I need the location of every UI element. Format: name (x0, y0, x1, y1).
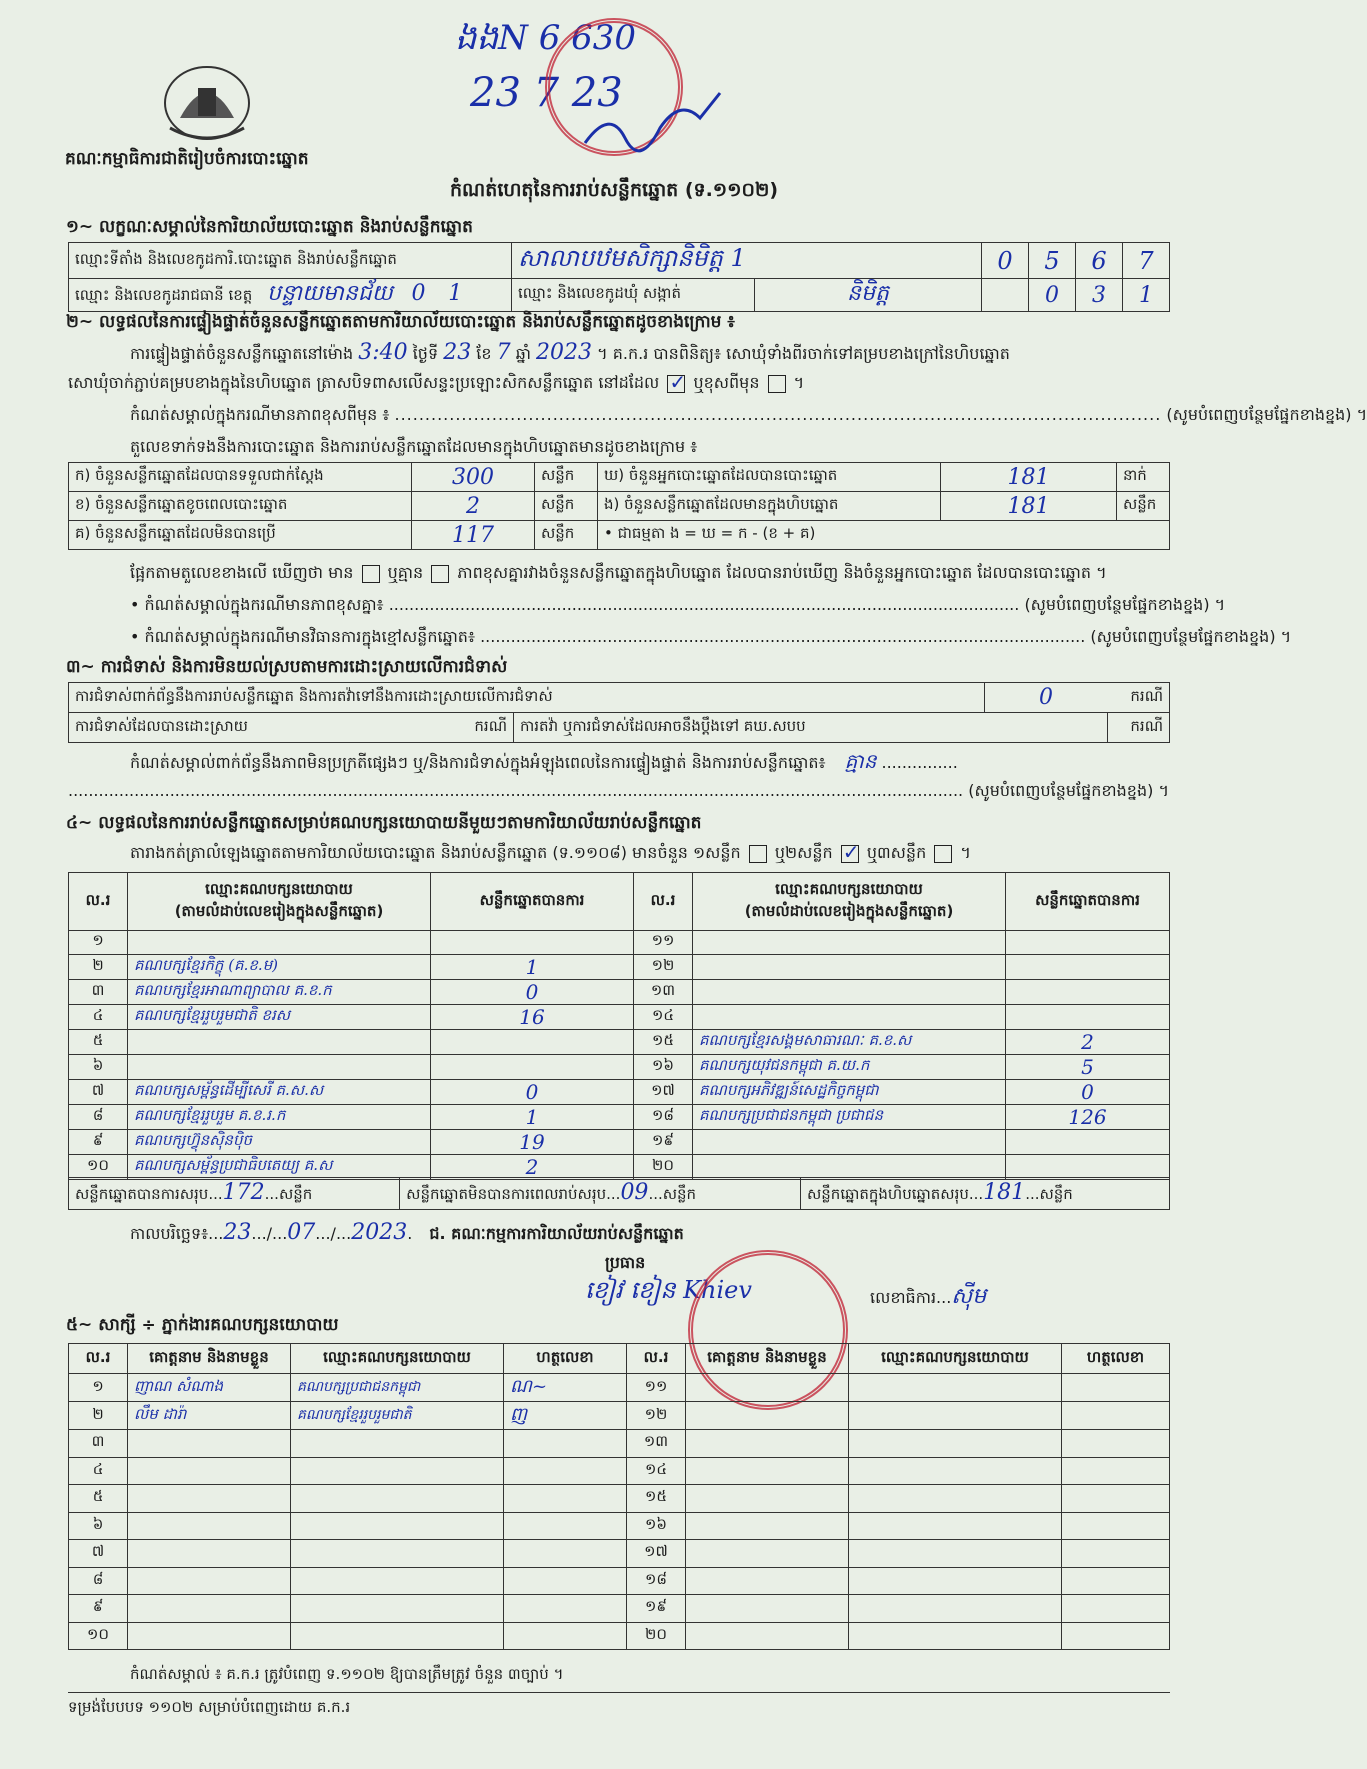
votes-row-no-right: ១៦ (634, 1054, 693, 1079)
difference-text-a: ផ្អែកតាមតួលេខខាងលើ ឃើញថា មាន (130, 563, 354, 582)
votes-row-votes-right (1006, 1004, 1170, 1029)
votes-row (69, 1104, 1170, 1129)
votes-row-votes-left: 2 (431, 1154, 634, 1179)
witness-row-sign-left: ណ~ (504, 1374, 627, 1402)
different-checkbox[interactable] (768, 375, 786, 393)
verification-time: 3:40 (358, 340, 408, 365)
appeal-label: ការតវ៉ា ឬការជំទាស់ដែលអាចនឹងប្តឹងទៅ គឃ.សបប (514, 713, 1108, 743)
witness-table (68, 1343, 1170, 1650)
witness-row-name-right (686, 1485, 849, 1513)
votes-row-party-left (128, 1029, 431, 1054)
votes-col-no: ល.រ (69, 873, 128, 931)
witness-row-no-right: ១១ (627, 1374, 686, 1402)
votes-row-party-left: គណបក្សសម្ព័ន្ធដើម្បីសេរី គ.ស.ស (128, 1079, 431, 1104)
commune-label: ឈ្មោះ និងលេខកូដឃុំ សង្កាត់ (512, 279, 755, 312)
votes-row-votes-left (431, 1054, 634, 1079)
date-label: កាលបរិច្ឆេទ៖ (130, 1224, 209, 1243)
witness-row-sign-left (504, 1430, 627, 1458)
witness-row-sign-right (1062, 1540, 1170, 1568)
votes-row-party-right (693, 1154, 1006, 1179)
witness-row-no-left: ៤ (69, 1457, 128, 1485)
witness-row-party-right (849, 1402, 1062, 1430)
complaints-table (68, 682, 1170, 743)
count-a-unit: សន្លឹក (535, 463, 598, 492)
votes-row-no-left: ២ (69, 954, 128, 979)
witness-row (69, 1485, 1170, 1513)
nec-emblem-icon (160, 58, 255, 143)
witness-row-no-right: ១៥ (627, 1485, 686, 1513)
witness-row-no-left: ៩ (69, 1595, 128, 1623)
org-name: គណៈកម្មាធិការជាតិរៀបចំការបោះឆ្នោត (65, 149, 309, 169)
votes-row-no-left: ១០ (69, 1154, 128, 1179)
witness-row-sign-left (504, 1457, 627, 1485)
votes-row-no-right: ១២ (634, 954, 693, 979)
bullet-1-line: • កំណត់សម្គាល់ក្នុងករណីមានភាពខុសគ្នា៖ ............................................................................................................................ (សូមបំពេញបន្ថែមផ្នែកខាងខ្នង) ។ (130, 595, 1226, 614)
committee-label: ជ. គណៈកម្មការការិយាល័យរាប់សន្លឹកឆ្នោត (429, 1224, 684, 1243)
witness-row-sign-right (1062, 1595, 1170, 1623)
witness-row-sign-left (504, 1622, 627, 1650)
verification-line-2: សោឃុំចាក់ភ្ជាប់គម្របខាងក្នុងនៃហិបឆ្នោត ត្រាសបិទពាសលើសន្ទះប្រឡោះសិកសន្លឹកឆ្នោត នៅដដែល ✓ ឬខុសពីមុន ។ (68, 372, 804, 396)
witness-row-party-right (849, 1622, 1062, 1650)
votes-col-party: ឈ្មោះគណបក្សនយោបាយ (205, 879, 353, 898)
witness-row-party-right (849, 1485, 1062, 1513)
witness-row-party-left (291, 1430, 504, 1458)
table-intro: តួលេខទាក់ទងនឹងការបោះឆ្នោត និងការរាប់សន្លឹកឆ្នោតដែលមានក្នុងហិបឆ្នោតមានដូចខាងក្រោម ៖ (130, 437, 698, 456)
province-code-2: 1 (448, 281, 463, 306)
witness-col-sign-2: ហត្ថលេខា (1062, 1344, 1170, 1374)
witness-row-sign-right (1062, 1374, 1170, 1402)
votes-row-no-left: ១ (69, 931, 128, 955)
secretary-signature: ស៊ីម (951, 1284, 987, 1309)
votes-row-votes-right: 5 (1006, 1054, 1170, 1079)
witness-row-sign-left (504, 1595, 627, 1623)
witness-row-name-right (686, 1512, 849, 1540)
total-valid-value: 172 (222, 1180, 265, 1205)
bullet-2-label: • កំណត់សម្គាល់ក្នុងករណីមានវិធានការក្នុងខ្មៅសន្លឹកឆ្នោត៖ (130, 627, 475, 646)
province-value: បន្ទាយមានជ័យ (267, 281, 393, 306)
votes-row-party-left: គណបក្សខ្មែររួបរួម គ.ខ.រ.ក (128, 1104, 431, 1129)
difference-text-c: ភាពខុសគ្នារវាងចំនួនសន្លឹកឆ្នោតក្នុងហិបឆ្នោត ដែលបានរាប់ឃើញ និងចំនួនអ្នកបោះឆ្នោត ដែលបានបោះឆ្នោត ។ (457, 563, 1107, 582)
location-code-1: 0 (982, 243, 1029, 279)
totals-table: សន្លឹកឆ្នោតបានការសរុប...172...សន្លឹក សន្លឹកឆ្នោតមិនបានការពេលរាប់សរុប...09...សន្លឹក សន្លឹកឆ្នោតក្នុងហិបឆ្នោតសរុប...181...សន្លឹក (68, 1177, 1170, 1210)
difference-line (130, 562, 1107, 586)
votes-row-no-right: ២០ (634, 1154, 693, 1179)
votes-row-no-right: ១៥ (634, 1029, 693, 1054)
witness-row-party-left (291, 1512, 504, 1540)
note-difference-line: កំណត់សម្គាល់ក្នុងករណីមានភាពខុសពីមុន ៖ .............................................................................................................................. (សូមបំពេញបន្ថែមផ្នែកខាងខ្នង) ។ (130, 405, 1367, 424)
complaints-unit: ករណី (1107, 683, 1170, 713)
year-label: ឆ្នាំ (515, 344, 531, 363)
votes-row (69, 1079, 1170, 1104)
votes-row-votes-right: 126 (1006, 1104, 1170, 1129)
witness-row-party-right (849, 1374, 1062, 1402)
formula-note: • ជាធម្មតា ង = ឃ = ក - (ខ + គ) (598, 521, 1170, 550)
witness-row-party-left (291, 1595, 504, 1623)
witness-row-party-left (291, 1485, 504, 1513)
count-e-label: ង) ចំនួនសន្លឹកឆ្នោតដែលមានក្នុងហិបឆ្នោត (598, 492, 941, 521)
votes-row-party-left: គណបក្សហ៊្វុនស៊ិនប៉ិច (128, 1129, 431, 1154)
section5-title: ៥~ សាក្សី ÷ ភ្នាក់ងារគណបក្សនយោបាយ (66, 1315, 339, 1335)
commune-code-2: 3 (1076, 279, 1123, 312)
votes-row-no-right: ១៤ (634, 1004, 693, 1029)
secretary-line: លេខាធិការ...ស៊ីម (870, 1284, 987, 1309)
count-d-value: 181 (941, 463, 1117, 492)
votes-row-votes-left: 19 (431, 1129, 634, 1154)
votes-col-votes: សន្លឹកឆ្នោតបានការ (431, 873, 634, 931)
secretary-label: លេខាធិការ (870, 1288, 937, 1307)
witness-row-no-right: ១៣ (627, 1430, 686, 1458)
votes-row-party-left (128, 1054, 431, 1079)
witness-row-party-right (849, 1567, 1062, 1595)
witness-row-party-left: គណបក្សប្រជាជនកម្ពុជា (291, 1374, 504, 1402)
two-sheets-label: ឬ២សន្លឹក (774, 843, 833, 862)
votes-row (69, 954, 1170, 979)
witness-row-sign-right (1062, 1457, 1170, 1485)
votes-row-party-right (693, 979, 1006, 1004)
irregularity-line-2: ................................................................................................................................................................................ (សូមបំពេញបន្ថែមផ្នែកខាងខ្នង) ។ (68, 781, 1169, 800)
section1-table (68, 242, 1170, 312)
votes-row-party-right: គណបក្សយុវជនកម្ពុជា គ.យ.ក (693, 1054, 1006, 1079)
count-c-unit: សន្លឹក (535, 521, 598, 550)
votes-row-votes-right (1006, 1154, 1170, 1179)
witness-row-party-left (291, 1540, 504, 1568)
votes-row-party-left: គណបក្សសម្ព័ន្ធប្រជាធិបតេយ្យ គ.ស (128, 1154, 431, 1179)
witness-row-no-left: ២ (69, 1402, 128, 1430)
witness-row-no-right: ១២ (627, 1402, 686, 1430)
witness-row-sign-right (1062, 1622, 1170, 1650)
count-b-value: 2 (412, 492, 535, 521)
witness-row-name-left: លឹម ដារ៉ា (128, 1402, 291, 1430)
votes-row-no-right: ១៨ (634, 1104, 693, 1129)
witness-row-name-left (128, 1595, 291, 1623)
form-footer: ទម្រង់បែបបទ ១១០២ សម្រាប់បំពេញដោយ គ.ក.រ (68, 1698, 351, 1716)
witness-row-no-right: ២០ (627, 1622, 686, 1650)
witness-row-name-left: ញាណ សំណាង (128, 1374, 291, 1402)
chair-signature: ខៀវ ខៀន Khiev (585, 1276, 752, 1304)
witness-row-name-right (686, 1402, 849, 1430)
votes-row-votes-right (1006, 931, 1170, 955)
witness-row-name-right (686, 1430, 849, 1458)
note-difference-label: កំណត់សម្គាល់ក្នុងករណីមានភាពខុសពីមុន ៖ (130, 405, 390, 424)
witness-col-sign: ហត្ថលេខា (504, 1344, 627, 1374)
same-checkbox[interactable] (667, 375, 685, 393)
witness-row-name-left (128, 1540, 291, 1568)
verification-month: 7 (496, 340, 511, 365)
witness-row-party-left (291, 1622, 504, 1650)
section4-title: ៤~ លទ្ធផលនៃការរាប់សន្លឹកឆ្នោតសម្រាប់គណបក្សនយោបាយនីមួយៗតាមការិយាល័យរាប់សន្លឹកឆ្នោត (66, 813, 702, 833)
section1-title: ១~ លក្ខណៈសម្គាល់នៃការិយាល័យបោះឆ្នោត និងរាប់សន្លឹកឆ្នោត (66, 217, 473, 237)
witness-row-sign-left (504, 1512, 627, 1540)
witness-row-sign-right (1062, 1512, 1170, 1540)
date-annotation: 23 7 23 (470, 70, 623, 116)
count-a-value: 300 (412, 463, 535, 492)
witness-row-name-right (686, 1374, 849, 1402)
votes-col-votes-2: សន្លឹកឆ្នោតបានការ (1006, 873, 1170, 931)
votes-row-votes-right (1006, 979, 1170, 1004)
votes-row-party-right: គណបក្សខ្មែរសង្គមសាធារណៈ គ.ខ.ស (693, 1029, 1006, 1054)
fill-hint-1: (សូមបំពេញបន្ថែមផ្នែកខាងខ្នង) ។ (1166, 405, 1367, 424)
witness-row-sign-right (1062, 1402, 1170, 1430)
witness-row-name-left (128, 1567, 291, 1595)
votes-row-no-left: ៧ (69, 1079, 128, 1104)
seal-text: សោឃុំចាក់ភ្ជាប់គម្របខាងក្នុងនៃហិបឆ្នោត ត្រាសបិទពាសលើសន្ទះប្រឡោះសិកសន្លឹកឆ្នោត នៅដដែល (68, 373, 660, 392)
witness-row-no-left: ១០ (69, 1622, 128, 1650)
witness-row-no-left: ៨ (69, 1567, 128, 1595)
count-b-label: ខ) ចំនួនសន្លឹកឆ្នោតខូចពេលបោះឆ្នោត (69, 492, 412, 521)
votes-row (69, 1054, 1170, 1079)
votes-row-votes-right: 0 (1006, 1079, 1170, 1104)
count-e-unit: សន្លឹក (1117, 492, 1170, 521)
day-label: ថ្ងៃទី (412, 344, 439, 363)
date-line: កាលបរិច្ឆេទ៖...23.../...07.../...2023. ជ. គណៈកម្មការការិយាល័យរាប់សន្លឹកឆ្នោត (130, 1220, 684, 1245)
votes-row (69, 1029, 1170, 1054)
votes-row-votes-left (431, 1029, 634, 1054)
witness-row-sign-left (504, 1567, 627, 1595)
witness-row-party-right (849, 1457, 1062, 1485)
votes-row (69, 979, 1170, 1004)
witness-row-no-right: ១៤ (627, 1457, 686, 1485)
witness-row-sign-left (504, 1485, 627, 1513)
location-label: ឈ្មោះទីតាំង និងលេខកូដការិ.បោះឆ្នោត និងរាប់សន្លឹកឆ្នោត (69, 243, 512, 279)
appeal-unit: ករណី (1107, 713, 1170, 743)
witness-row-name-left (128, 1512, 291, 1540)
votes-row-party-right (693, 931, 1006, 955)
witness-row (69, 1512, 1170, 1540)
votes-row-votes-left: 0 (431, 979, 634, 1004)
votes-row-votes-right (1006, 1129, 1170, 1154)
witness-row (69, 1540, 1170, 1568)
commune-code-1: 0 (1029, 279, 1076, 312)
registration-annotation: ងងN 6 630 (455, 18, 637, 58)
votes-row-votes-right (1006, 954, 1170, 979)
witness-row-name-left (128, 1457, 291, 1485)
witness-row-no-right: ១៧ (627, 1540, 686, 1568)
votes-row-party-left: គណបក្សខ្មែរកិក្ខុ (គ.ខ.ម) (128, 954, 431, 979)
total-box-label: សន្លឹកឆ្នោតក្នុងហិបឆ្នោតសរុប (807, 1185, 969, 1203)
votes-row (69, 1004, 1170, 1029)
verification-line-1 (130, 340, 1010, 367)
two-sheets-checkbox[interactable] (841, 845, 859, 863)
resolved-unit: ករណី (311, 713, 514, 743)
votes-row-party-left (128, 931, 431, 955)
votes-row (69, 1154, 1170, 1179)
votes-row-votes-right: 2 (1006, 1029, 1170, 1054)
witness-row-party-right (849, 1595, 1062, 1623)
section2-title: ២~ លទ្ធផលនៃការផ្ទៀងផ្ទាត់ចំនួនសន្លឹកឆ្នោតតាមការិយាល័យបោះឆ្នោត និងរាប់សន្លឹកឆ្នោតដូចខាងក្រោម ៖ (66, 312, 735, 332)
witness-row-party-left (291, 1457, 504, 1485)
total-valid-label: សន្លឹកឆ្នោតបានការសរុប (75, 1185, 209, 1203)
witness-row (69, 1457, 1170, 1485)
votes-row-party-right (693, 1004, 1006, 1029)
province-label: ឈ្មោះ និងលេខកូដរាជធានី ខេត្ត (75, 286, 253, 304)
date-month: 07 (287, 1220, 316, 1245)
votes-row-party-right (693, 1129, 1006, 1154)
location-value: សាលាបឋមសិក្សានិមិត្ត 1 (512, 243, 982, 279)
verification-text-a: ការផ្ទៀងផ្ទាត់ចំនួនសន្លឹកឆ្នោតនៅម៉ោង (130, 344, 354, 363)
votes-row (69, 931, 1170, 955)
witness-row-no-left: ៣ (69, 1430, 128, 1458)
three-sheets-label: ឬ៣សន្លឹក (866, 843, 927, 862)
has-difference-checkbox[interactable] (362, 565, 380, 583)
signature-top-icon (580, 88, 730, 158)
votes-row-no-left: ៩ (69, 1129, 128, 1154)
location-code-2: 5 (1029, 243, 1076, 279)
resolved-label: ការជំទាស់ដែលបានដោះស្រាយ (69, 713, 312, 743)
total-invalid-label: សន្លឹកឆ្នោតមិនបានការពេលរាប់សរុប (406, 1185, 607, 1203)
no-difference-label: ឬគ្មាន (387, 563, 424, 582)
witness-row (69, 1430, 1170, 1458)
votes-row-party-right (693, 954, 1006, 979)
irregularity-label: កំណត់សម្គាល់ពាក់ព័ន្ធនឹងភាពមិនប្រក្រតីផ្សេងៗ ឬ/និងការជំទាស់ក្នុងអំឡុងពេលនៃការផ្ទៀងផ្ទាត់ និងការរាប់សន្លឹកឆ្នោត៖ (130, 753, 826, 772)
count-c-label: គ) ចំនួនសន្លឹកឆ្នោតដែលមិនបានប្រើ (69, 521, 412, 550)
votes-row-no-left: ៤ (69, 1004, 128, 1029)
votes-row-votes-left: 1 (431, 1104, 634, 1129)
votes-row-no-left: ៦ (69, 1054, 128, 1079)
total-invalid-unit: សន្លឹក (662, 1185, 697, 1203)
votes-row-votes-left: 16 (431, 1004, 634, 1029)
one-sheet-checkbox[interactable] (749, 845, 767, 863)
total-valid-unit: សន្លឹក (278, 1185, 313, 1203)
counts-table (68, 462, 1170, 550)
witness-col-name-2: គោត្តនាម និងនាមខ្លួន (686, 1344, 849, 1374)
total-invalid-value: 09 (620, 1180, 649, 1205)
votes-row-no-right: ១៩ (634, 1129, 693, 1154)
total-box-unit: សន្លឹក (1039, 1185, 1073, 1203)
witness-col-no-2: ល.រ (627, 1344, 686, 1374)
commune-value: និមិត្ត (755, 279, 982, 312)
votes-table (68, 872, 1170, 1180)
votes-row (69, 1129, 1170, 1154)
chair-label: ប្រធាន (605, 1253, 646, 1272)
witness-row-sign-left (504, 1540, 627, 1568)
votes-col-party-sub-2: (តាមលំដាប់លេខរៀងក្នុងសន្លឹកឆ្នោត) (744, 901, 954, 920)
count-d-label: ឃ) ចំនួនអ្នកបោះឆ្នោតដែលបានបោះឆ្នោត (598, 463, 941, 492)
count-e-value: 181 (941, 492, 1117, 521)
witness-col-party-2: ឈ្មោះគណបក្សនយោបាយ (849, 1344, 1062, 1374)
complaints-label: ការជំទាស់ពាក់ព័ន្ធនឹងការរាប់សន្លឹកឆ្នោត និងការតវ៉ាទៅនឹងការដោះស្រាយលើការជំទាស់ (69, 683, 985, 713)
witness-row-name-right (686, 1457, 849, 1485)
witness-row-no-right: ១៦ (627, 1512, 686, 1540)
complaints-value: 0 (985, 683, 1108, 713)
witness-row-sign-left: ញ (504, 1402, 627, 1430)
votes-col-no-2: ល.រ (634, 873, 693, 931)
witness-row-party-right (849, 1540, 1062, 1568)
witness-row-name-left (128, 1622, 291, 1650)
verification-text-b: ។ គ.ក.រ បានពិនិត្យ៖ សោឃុំទាំងពីរចាក់ទៅគម្របខាងក្រៅនៃហិបឆ្នោត (597, 344, 1010, 363)
date-year: 2023 (351, 1220, 408, 1245)
votes-row-no-left: ៨ (69, 1104, 128, 1129)
votes-row-party-left: គណបក្សខ្មែររួបរួមជាតិ ខរស (128, 1004, 431, 1029)
bullet-2-line: • កំណត់សម្គាល់ក្នុងករណីមានវិធានការក្នុងខ្មៅសន្លឹកឆ្នោត៖ ....................................................................................................................... (សូមបំពេញបន្ថែមផ្នែកខាងខ្នង) ។ (130, 627, 1292, 646)
tally-intro-line: តារាងកត់ត្រាលំឡេងឆ្នោតតាមការិយាល័យបោះឆ្នោត និងរាប់សន្លឹកឆ្នោត (ទ.១១០៨) មានចំនួន ១សន្លឹក ឬ២សន្លឹក ✓ ឬ៣សន្លឹក ។ (130, 842, 971, 866)
votes-row-votes-left: 1 (431, 954, 634, 979)
votes-row-votes-left (431, 931, 634, 955)
witness-row-no-left: ៧ (69, 1540, 128, 1568)
verification-year: 2023 (536, 340, 593, 365)
witness-col-party: ឈ្មោះគណបក្សនយោបាយ (291, 1344, 504, 1374)
witness-row-party-right (849, 1512, 1062, 1540)
witness-row-sign-right (1062, 1485, 1170, 1513)
witness-row-name-right (686, 1540, 849, 1568)
irregularity-value: គ្មាន (844, 749, 877, 773)
witness-row-no-left: ៥ (69, 1485, 128, 1513)
irregularity-line: កំណត់សម្គាល់ពាក់ព័ន្ធនឹងភាពមិនប្រក្រតីផ្សេងៗ ឬ/និងការជំទាស់ក្នុងអំឡុងពេលនៃការផ្ទៀងផ្ទាត់ និងការរាប់សន្លឹកឆ្នោត៖ គ្មាន ............... (130, 749, 958, 773)
witness-row (69, 1595, 1170, 1623)
votes-row-no-left: ៣ (69, 979, 128, 1004)
location-code-3: 6 (1076, 243, 1123, 279)
witness-row-party-left: គណបក្សខ្មែររួបរួមជាតិ (291, 1402, 504, 1430)
witness-row (69, 1622, 1170, 1650)
votes-row-votes-left: 0 (431, 1079, 634, 1104)
month-label: ខែ (476, 344, 492, 363)
different-label: ឬខុសពីមុន (693, 373, 760, 392)
witness-col-name: គោត្តនាម និងនាមខ្លួន (128, 1344, 291, 1374)
witness-row-name-right (686, 1595, 849, 1623)
votes-row-no-left: ៥ (69, 1029, 128, 1054)
witness-row-no-left: ៦ (69, 1512, 128, 1540)
fill-hint-4: (សូមបំពេញបន្ថែមផ្នែកខាងខ្នង) ។ (968, 781, 1169, 800)
count-a-label: ក) ចំនួនសន្លឹកឆ្នោតដែលបានទទួលជាក់ស្តែង (69, 463, 412, 492)
fill-hint-3: (សូមបំពេញបន្ថែមផ្នែកខាងខ្នង) ។ (1090, 627, 1292, 646)
witness-row-name-left (128, 1485, 291, 1513)
bullet-1-label: • កំណត់សម្គាល់ក្នុងករណីមានភាពខុសគ្នា៖ (130, 595, 384, 614)
witness-row (69, 1567, 1170, 1595)
footer-divider (68, 1692, 1170, 1693)
votes-col-party-sub: (តាមលំដាប់លេខរៀងក្នុងសន្លឹកឆ្នោត) (174, 901, 384, 920)
section3-title: ៣~ ការជំទាស់ និងការមិនយល់ស្របតាមការដោះស្រាយលើការជំទាស់ (66, 657, 508, 677)
witness-col-no: ល.រ (69, 1344, 128, 1374)
witness-row-party-right (849, 1430, 1062, 1458)
province-code-1: 0 (411, 281, 426, 306)
votes-col-party-2: ឈ្មោះគណបក្សនយោបាយ (775, 879, 923, 898)
witness-row-no-right: ១៩ (627, 1595, 686, 1623)
tally-intro-text: តារាងកត់ត្រាលំឡេងឆ្នោតតាមការិយាល័យបោះឆ្នោត និងរាប់សន្លឹកឆ្នោត (ទ.១១០៨) មានចំនួន ១សន្លឹក (130, 843, 741, 862)
total-box-value: 181 (983, 1180, 1026, 1205)
witness-row (69, 1402, 1170, 1430)
witness-row-name-right (686, 1567, 849, 1595)
witness-row-name-right (686, 1622, 849, 1650)
date-day: 23 (223, 1220, 252, 1245)
votes-row-no-right: ១៧ (634, 1079, 693, 1104)
votes-row-no-right: ១៣ (634, 979, 693, 1004)
votes-row-party-right: គណបក្សប្រជាជនកម្ពុជា ប្រជាជន (693, 1104, 1006, 1129)
witness-row-sign-right (1062, 1567, 1170, 1595)
count-b-unit: សន្លឹក (535, 492, 598, 521)
footnote: កំណត់សម្គាល់ ៖ គ.ក.រ ត្រូវបំពេញ ទ.១១០២ ឱ្យបានត្រឹមត្រូវ ចំនួន ៣ច្បាប់ ។ (130, 1665, 564, 1683)
witness-row-no-right: ១៨ (627, 1567, 686, 1595)
witness-row-name-left (128, 1430, 291, 1458)
no-difference-checkbox[interactable] (431, 565, 449, 583)
witness-row (69, 1374, 1170, 1402)
votes-row-party-right: គណបក្សអភិវឌ្ឍន៍សេដ្ឋកិច្ចកម្ពុជា (693, 1079, 1006, 1104)
form-title: កំណត់ហេតុនៃការរាប់សន្លឹកឆ្នោត (ទ.១១០២) (450, 179, 779, 201)
commune-code-3: 1 (1123, 279, 1170, 312)
witness-row-sign-right (1062, 1430, 1170, 1458)
witness-row-no-left: ១ (69, 1374, 128, 1402)
witness-row-party-left (291, 1567, 504, 1595)
three-sheets-checkbox[interactable] (934, 845, 952, 863)
fill-hint-2: (សូមបំពេញបន្ថែមផ្នែកខាងខ្នង) ។ (1024, 595, 1226, 614)
count-d-unit: នាក់ (1117, 463, 1170, 492)
votes-row-no-right: ១១ (634, 931, 693, 955)
location-code-4: 7 (1123, 243, 1170, 279)
votes-row-party-left: គណបក្សខ្មែរអាណាព្យាបាល គ.ខ.ក (128, 979, 431, 1004)
verification-day: 23 (443, 340, 472, 365)
count-c-value: 117 (412, 521, 535, 550)
